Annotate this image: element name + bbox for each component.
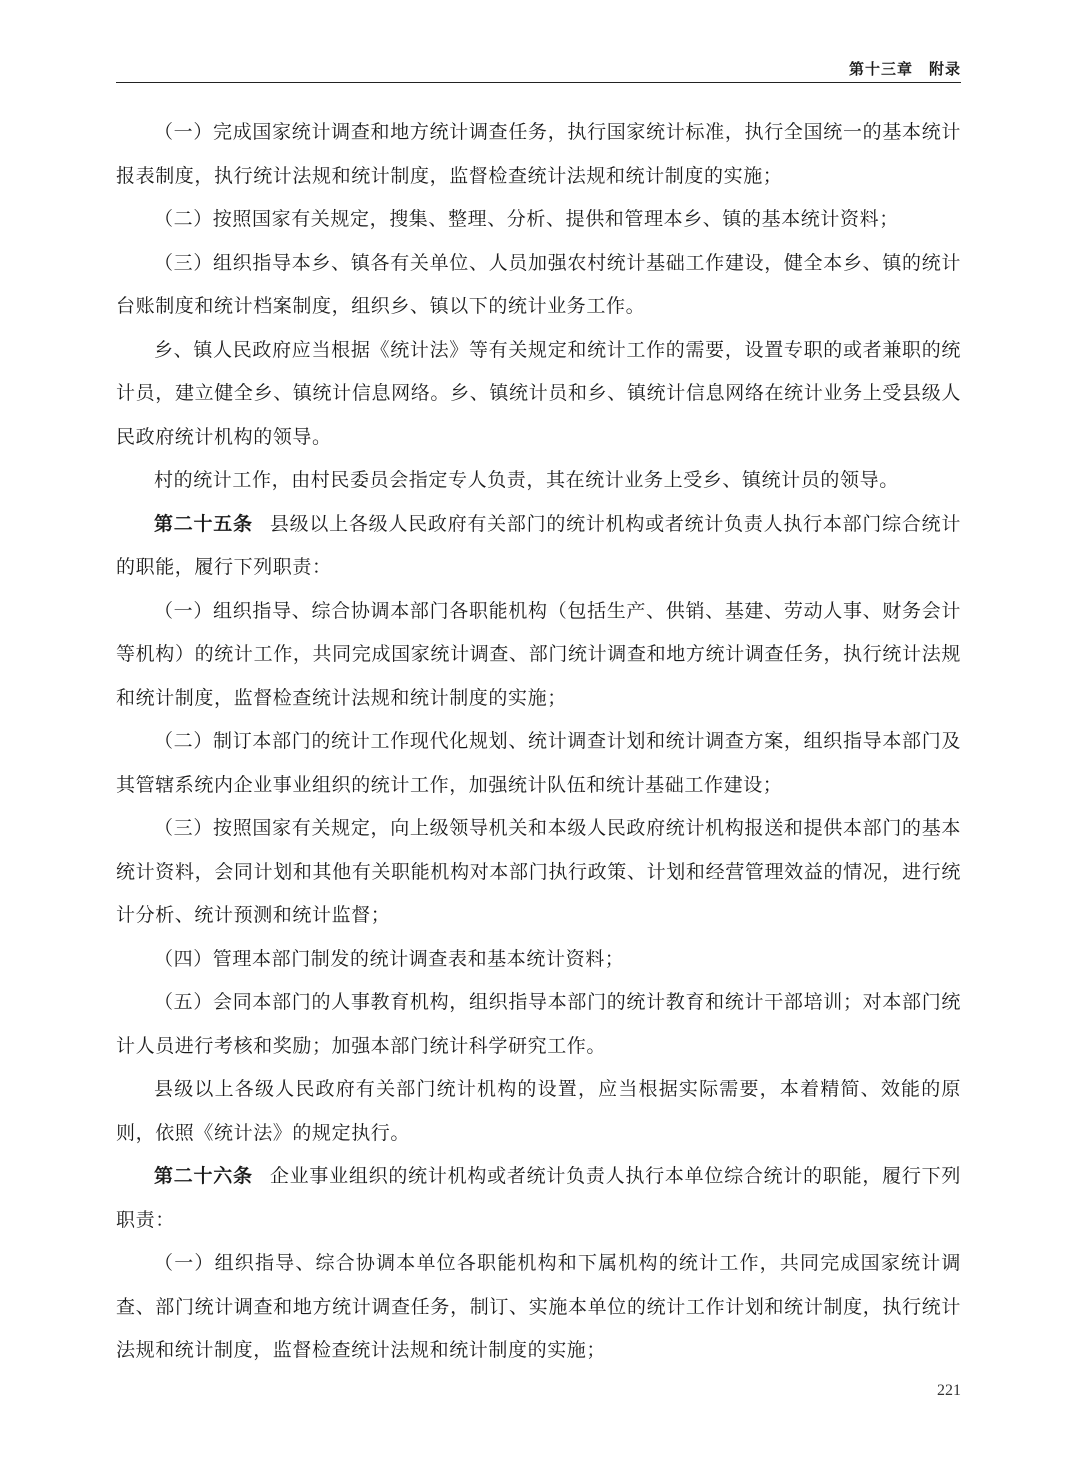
paragraph	[116, 198, 961, 242]
paragraph-text: （二）按照国家有关规定，搜集、整理、分析、提供和管理本乡、镇的基本统计资料；	[154, 208, 899, 230]
paragraph-text: （二）制订本部门的统计工作现代化规划、统计调查计划和统计调查方案，组织指导本部门及其管辖系统内企业事业组织的统计工作，加强统计队伍和统计基础工作建设；	[116, 730, 961, 796]
paragraph	[116, 981, 961, 1068]
running-header	[116, 52, 961, 83]
page-number: 221	[937, 1382, 961, 1399]
paragraph	[116, 938, 961, 982]
paragraph-text: 县级以上各级人民政府有关部门统计机构的设置，应当根据实际需要，本着精简、效能的原则，依照《统计法》的规定执行。	[116, 1078, 961, 1144]
paragraph	[116, 329, 961, 460]
paragraph	[116, 242, 961, 329]
paragraph-text: （一）组织指导、综合协调本单位各职能机构和下属机构的统计工作，共同完成国家统计调查、部门统计调查和地方统计调查任务，制订、实施本单位的统计工作计划和统计制度，执行统计法规和统计制度，监督检查统计法规和统计制度的实施；	[116, 1252, 961, 1361]
paragraph	[116, 807, 961, 938]
paragraph	[116, 590, 961, 721]
paragraph-text: 村的统计工作，由村民委员会指定专人负责，其在统计业务上受乡、镇统计员的领导。	[154, 469, 899, 491]
article-number: 第二十五条	[154, 512, 253, 535]
paragraph-text: （五）会同本部门的人事教育机构，组织指导本部门的统计教育和统计干部培训；对本部门统计人员进行考核和奖励；加强本部门统计科学研究工作。	[116, 991, 961, 1057]
paragraph-text: （三）组织指导本乡、镇各有关单位、人员加强农村统计基础工作建设，健全本乡、镇的统计台账制度和统计档案制度，组织乡、镇以下的统计业务工作。	[116, 251, 961, 317]
paragraph-text: （一）组织指导、综合协调本部门各职能机构（包括生产、供销、基建、劳动人事、财务会计等机构）的统计工作，共同完成国家统计调查、部门统计调查和地方统计调查任务，执行统计法规和统计制度，监督检查统计法规和统计制度的实施；	[116, 599, 961, 709]
paragraph-text: （一）完成国家统计调查和地方统计调查任务，执行国家统计标准，执行全国统一的基本统计报表制度，执行统计法规和统计制度，监督检查统计法规和统计制度的实施；	[116, 121, 961, 187]
paragraph	[116, 111, 961, 198]
paragraph-text: 乡、镇人民政府应当根据《统计法》等有关规定和统计工作的需要，设置专职的或者兼职的统计员，建立健全乡、镇统计信息网络。乡、镇统计员和乡、镇统计信息网络在统计业务上受县级人民政府统计机构的领导。	[116, 338, 961, 448]
paragraph-text: 企业事业组织的统计机构或者统计负责人执行本单位综合统计的职能，履行下列职责：	[116, 1165, 961, 1231]
article-number: 第二十六条	[154, 1165, 253, 1187]
paragraph	[116, 1068, 961, 1155]
paragraph-text: 县级以上各级人民政府有关部门的统计机构或者统计负责人执行本部门综合统计的职能，履行下列职责：	[116, 512, 961, 578]
paragraph	[116, 1242, 961, 1373]
paragraph	[116, 459, 961, 503]
paragraph-text: （四）管理本部门制发的统计调查表和基本统计资料；	[154, 947, 625, 970]
body-text	[116, 111, 961, 1373]
article-paragraph	[116, 1155, 961, 1242]
paragraph	[116, 720, 961, 807]
article-paragraph	[116, 503, 961, 590]
chapter-title: 第十三章 附录	[848, 60, 961, 78]
paragraph-text: （三）按照国家有关规定，向上级领导机关和本级人民政府统计机构报送和提供本部门的基本统计资料，会同计划和其他有关职能机构对本部门执行政策、计划和经营管理效益的情况，进行统计分析、统计预测和统计监督；	[116, 817, 961, 926]
